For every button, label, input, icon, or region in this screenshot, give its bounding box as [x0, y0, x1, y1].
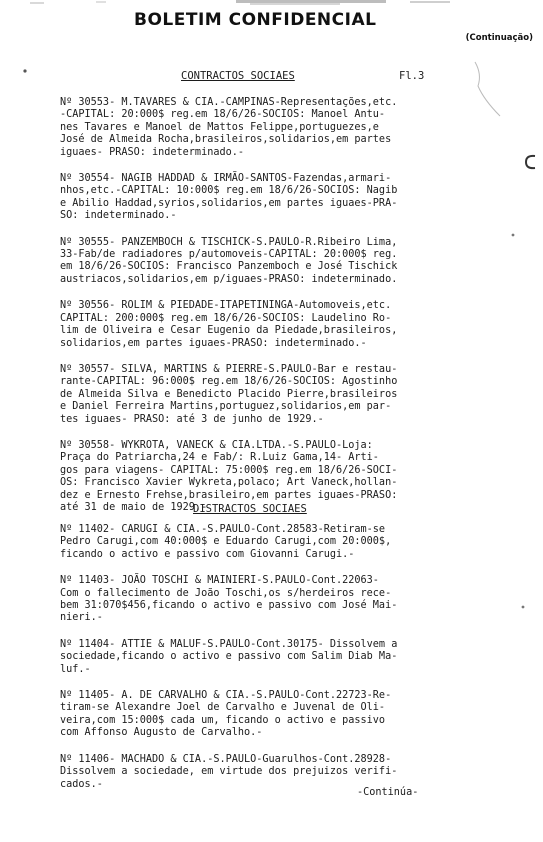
margin-dot-right-lower [520, 604, 526, 610]
entry-line: OS: Francisco Xavier Wykreta,polaco; Art Vaneck,hollan- [60, 477, 398, 489]
entry-line: Nº 30556- ROLIM & PIEDADE-ITAPETININGA-Automoveis,etc. [60, 300, 392, 312]
entry-line: até 31 de maio de 1929.- [60, 501, 208, 513]
margin-mark-c-shape [523, 153, 539, 171]
entry-line: nes Tavares e Manoel de Mattos Felippe,portuguezes,e [60, 121, 379, 133]
entry-line: Nº 30557- SILVA, MARTINS & PIERRE-S.PAULO-Bar e restau- [60, 363, 398, 375]
entry-line: Nº 30555- PANZEMBOCH & TISCHICK-S.PAULO-R.Ribeiro Lima, [60, 236, 398, 248]
document-title: BOLETIM CONFIDENCIAL [134, 10, 377, 30]
section-title-contractos: CONTRACTOS SOCIAES [181, 70, 295, 82]
contract-entry-30553 [60, 97, 516, 159]
distract-entry-11405 [60, 690, 516, 740]
entry-line: tes iguaes- PRASO: até 3 de junho de 1929.- [60, 413, 324, 425]
entry-line: Pedro Carugi,com 40:000$ e Eduardo Carugi,com 20:000$, [60, 536, 392, 548]
margin-dot-left [22, 68, 28, 74]
entry-line: veira,com 15:000$ cada um, ficando o activo e passivo [60, 714, 386, 726]
margin-dot-right [510, 232, 516, 238]
entry-line: dez e Ernesto Frehse,brasileiro,em partes iguaes-PRASO: [60, 489, 398, 501]
entry-line: Nº 30554- NAGIB HADDAD & IRMÃO-SANTOS-Fazendas,armari- [60, 173, 392, 185]
entry-line: Nº 11405- A. DE CARVALHO & CIA.-S.PAULO-Cont.22723-Re- [60, 690, 392, 702]
entry-line: luf.- [60, 663, 91, 675]
entry-line: e Daniel Ferreira Martins,portuguez,solidarios,em par- [60, 401, 392, 413]
entry-line: Nº 30553- M.TAVARES & CIA.-CAMPINAS-Representações,etc. [60, 97, 398, 108]
entry-line: ficando o activo e passivo com Giovanni Carugi.- [60, 548, 355, 560]
entry-line: com Affonso Augusto de Carvalho.- [60, 727, 263, 739]
entry-line: Nº 11404- ATTIE & MALUF-S.PAULO-Cont.30175- Dissolvem a [60, 638, 398, 650]
contract-entry-30557 [60, 364, 516, 426]
entry-line: Nº 30558- WYKROTA, VANECK & CIA.LTDA.-S.PAULO-Loja: [60, 439, 373, 451]
section-title-distractos: DISTRACTOS SOCIAES [193, 503, 307, 515]
entry-line: solidarios,em partes iguaes-PRASO: indeterminado.- [60, 337, 367, 349]
distract-entry-11406 [60, 754, 516, 791]
contract-entry-30554 [60, 173, 516, 223]
entry-line: e Abilio Haddad,syrios,solidarios,em partes iguaes-PRA- [60, 197, 398, 209]
entry-line: CAPITAL: 200:000$ reg.em 18/6/26-SOCIOS: Laudelino Ro- [60, 312, 392, 324]
entry-line: Nº 11406- MACHADO & CIA.-S.PAULO-Guarulhos-Cont.28928- [60, 753, 392, 765]
entry-line: lim de Oliveira e Cesar Eugenio da Piedade,brasileiros, [60, 325, 398, 337]
entry-line: rante-CAPITAL: 96:000$ reg.em 18/6/26-SOCIOS: Agostinho [60, 376, 398, 388]
entry-line: iguaes- PRASO: indeterminado.- [60, 146, 245, 158]
contract-entry-30555 [60, 237, 516, 287]
entry-line: Nº 11403- JOÃO TOSCHI & MAINIERI-S.PAULO-Cont.22063- [60, 575, 379, 587]
entry-line: sociedade,ficando o activo e passivo com Salim Diab Ma- [60, 651, 398, 663]
entry-line: de Almeida Silva e Benedicto Placido Pierre,brasileiros [60, 388, 398, 400]
continua-label: -Continúa- [357, 787, 419, 798]
entry-line: Praça do Patriarcha,24 e Fab/: R.Luiz Gama,14- Arti- [60, 452, 379, 464]
entry-line: bem 31:070$456,ficando o activo e passivo com José Mai- [60, 600, 398, 612]
distract-entry-11404 [60, 639, 516, 676]
page-number: Fl.3 [399, 70, 425, 82]
entry-line: Dissolvem a sociedade, em virtude dos prejuizos verifi- [60, 766, 398, 778]
entry-line: SO: indeterminado.- [60, 210, 177, 222]
entry-line: tiram-se Alexandre Joel de Carvalho e Juvenal de Oli- [60, 702, 386, 714]
entry-line: em 18/6/26-SOCIOS: Francisco Panzemboch e José Tischick [60, 261, 398, 273]
contractos-heading-row [0, 70, 543, 84]
contract-entry-30556 [60, 300, 516, 350]
continuation-label: (Continuação) [465, 33, 533, 43]
entry-line: nieri.- [60, 612, 103, 624]
margin-mark-top-right [470, 60, 510, 120]
entry-line: Com o fallecimento de João Toschi,os s/herdeiros rece- [60, 587, 392, 599]
entry-line: gos para viagens- CAPITAL: 75:000$ reg.em 18/6/26-SOCI- [60, 464, 398, 476]
entry-line: austriacos,solidarios,em p/iguaes-PRASO: indeterminado. [60, 273, 398, 285]
entry-line: 33-Fab/de radiadores p/automoveis-CAPITAL: 20:000$ reg. [60, 249, 398, 261]
entry-line: nhos,etc.-CAPITAL: 10:000$ reg.em 18/6/26-SOCIOS: Nagib [60, 185, 398, 197]
entry-line: cados.- [60, 778, 103, 790]
entry-line: -CAPITAL: 20:000$ reg.em 18/6/26-SOCIOS: Manoel Antu- [60, 109, 386, 121]
distract-entry-11402 [60, 524, 516, 561]
masthead [0, 6, 543, 42]
distract-entry-11403 [60, 575, 516, 625]
entry-line: Nº 11402- CARUGI & CIA.-S.PAULO-Cont.28583-Retiram-se [60, 524, 386, 535]
contractos-list [60, 97, 516, 514]
distractos-list [60, 524, 516, 791]
entry-line: José de Almeida Rocha,brasileiros,solidarios,em partes [60, 134, 392, 146]
